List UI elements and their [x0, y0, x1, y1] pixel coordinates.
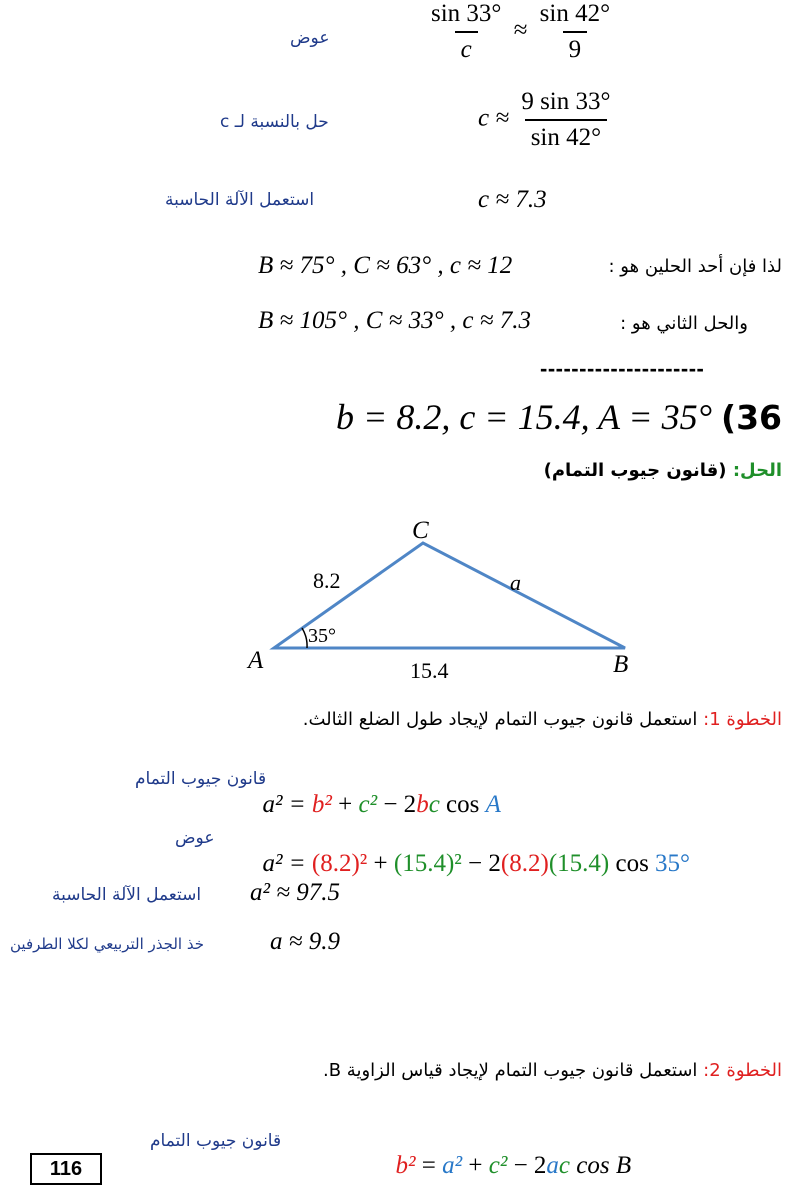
step2-law-label: قانون جيوب التمام	[150, 1131, 282, 1151]
solution-law: (قانون جيوب التمام)	[543, 460, 727, 481]
second-solution-label: والحل الثاني هو :	[620, 313, 748, 334]
vertex-a-label: A	[248, 647, 264, 674]
equation-substitute-a: a² = (8.2)² + (15.4)² − 2(8.2)(15.4) cos 35°	[262, 850, 691, 877]
problem-given: b = 8.2, c = 15.4, A = 35°	[336, 397, 712, 437]
equation-substitute-ratio: $\frac{\sin 33^\circ}{c}$ ≈ $\frac{\sin 42^\circ}{9}$	[431, 0, 611, 63]
equation-a-squared-result: a² ≈ 97.5	[250, 879, 340, 906]
angle-a-arc	[302, 628, 307, 648]
vertex-b-label: B	[613, 651, 629, 678]
angle-a-label: 35°	[308, 625, 336, 647]
side-ac-label: 8.2	[313, 568, 341, 593]
separator-dashes: ---------------------	[540, 356, 705, 381]
equation-c-result: c ≈ 7.3	[478, 186, 547, 213]
step1-law-label: قانون جيوب التمام	[135, 769, 267, 789]
step2-label: الخطوة 2:	[703, 1060, 782, 1081]
calculator-label-top: استعمل الآلة الحاسبة	[165, 190, 315, 210]
side-bc-label: a	[510, 570, 521, 595]
equation-law-of-cosines-b: b² = a² + c² − 2ac cos B	[395, 1152, 632, 1179]
problem-number: (36	[720, 398, 782, 437]
first-solution-value: B ≈ 75° , C ≈ 63° , c ≈ 12	[258, 252, 513, 279]
side-ab-label: 15.4	[410, 658, 449, 683]
step2-instruction	[323, 1060, 782, 1081]
step1-calculator-label: استعمل الآلة الحاسبة	[52, 885, 202, 905]
step1-substitute-label: عوض	[175, 828, 215, 848]
equation-a-result: a ≈ 9.9	[270, 928, 340, 955]
step1-text: استعمل قانون جيوب التمام لإيجاد طول الضلع الثالث.	[302, 709, 698, 730]
step1-instruction	[303, 709, 782, 730]
equation-solve-c: c ≈ $\frac{9 \sin 33^\circ}{\sin 42^\circ}$	[478, 88, 611, 151]
equation-law-of-cosines-a: a² = b² + c² − 2bc cos A	[262, 791, 501, 818]
substitute-label-top: عوض	[290, 28, 330, 48]
solve-for-c-label: حل بالنسبة لـ c	[220, 112, 329, 132]
step2-text: استعمل قانون جيوب التمام لإيجاد قياس الزاوية B.	[322, 1060, 698, 1081]
step1-label: الخطوة 1:	[703, 709, 782, 730]
page-number: 116	[30, 1153, 102, 1185]
vertex-c-label: C	[412, 517, 429, 544]
step1-sqrt-label: خذ الجذر التربيعي لكلا الطرفين	[10, 935, 204, 953]
first-solution-label: لذا فإن أحد الحلين هو :	[608, 256, 782, 277]
solution-label: الحل:	[732, 460, 782, 481]
second-solution-value: B ≈ 105° , C ≈ 33° , c ≈ 7.3	[258, 307, 531, 334]
